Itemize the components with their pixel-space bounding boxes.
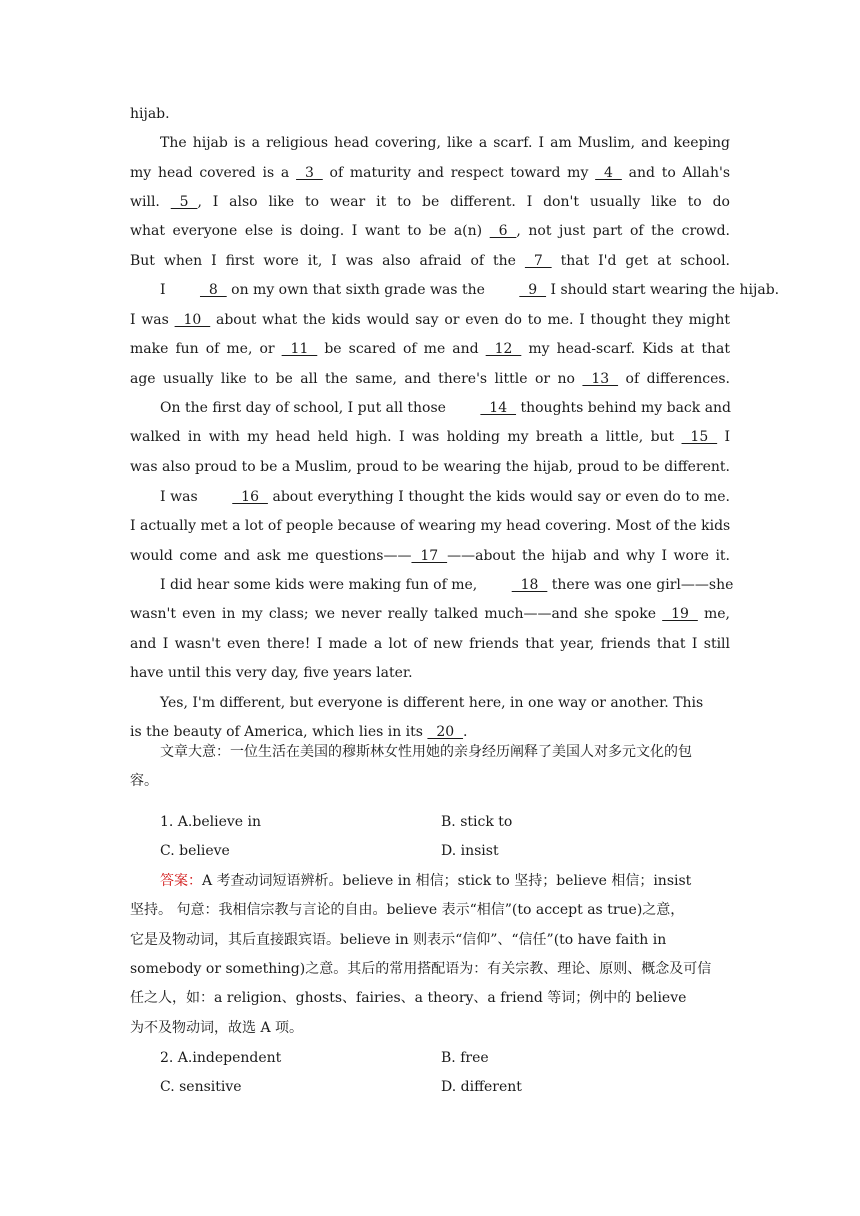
passage-line: will. 5 , I also like to wear it to be different. I don't usually like to do	[130, 188, 730, 217]
q2-option-a: 2. A.independent	[160, 1050, 282, 1066]
passage-line: hijab.	[130, 106, 170, 122]
q2-option-b: B. free	[441, 1050, 489, 1066]
passage-line: my head covered is a 3 of maturity and respect toward my 4 and to Allah's	[130, 159, 730, 188]
passage-line: age usually like to be all the same, and there's little or no 13 of differences.	[130, 365, 730, 394]
blank-9: 9	[519, 282, 547, 298]
explanation-line-5: 任之人，如：a religion、ghosts、fairies、a theory、a friend 等词；例中的 believe	[130, 990, 687, 1006]
passage-line: and I wasn't even there! I made a lot of new friends that year, friends that I still	[130, 636, 730, 652]
blank-13: 13	[582, 371, 619, 387]
blank-6: 6	[489, 223, 517, 239]
explanation-line-3: 它是及物动词，其后直接跟宾语。believe in 则表示“信仰”、“信任”(to have faith in	[130, 932, 667, 948]
summary-line-1: 文章大意：一位生活在美国的穆斯林女性用她的亲身经历阐释了美国人对多元文化的包	[160, 744, 692, 760]
blank-11: 11	[281, 341, 318, 357]
passage-line: I did hear some kids were making fun of me, 18 there was one girl——she	[130, 571, 730, 600]
q1-option-b: B. stick to	[441, 814, 513, 830]
blank-15: 15	[681, 429, 718, 445]
passage-line: make fun of me, or 11 be scared of me and 12 my head-scarf. Kids at that	[130, 335, 730, 364]
blank-20: 20	[427, 724, 464, 740]
passage-line: what everyone else is doing. I want to be a(n) 6 , not just part of the crowd.	[130, 217, 730, 246]
blank-16: 16	[232, 489, 268, 505]
summary-line-2: 容。	[130, 773, 158, 789]
blank-14: 14	[480, 400, 517, 416]
passage-line: Yes, I'm different, but everyone is different here, in one way or another. This	[160, 695, 704, 711]
blank-17: 17	[411, 548, 448, 564]
blank-10: 10	[174, 312, 211, 328]
blank-3: 3	[296, 165, 323, 181]
blank-4: 4	[595, 165, 622, 181]
q1-option-d: D. insist	[441, 843, 499, 859]
passage-line: would come and ask me questions—— 17 ——about the hijab and why I wore it.	[130, 542, 730, 571]
q2-option-c: C. sensitive	[160, 1079, 242, 1095]
passage-line: On the first day of school, I put all those 14 thoughts behind my back and	[130, 394, 730, 423]
passage-line: I was 10 about what the kids would say or even do to me. I thought they might	[130, 306, 730, 335]
blank-18: 18	[511, 577, 548, 593]
passage-line: I actually met a lot of people because of wearing my head covering. Most of the kids	[130, 518, 731, 534]
passage-line: is the beauty of America, which lies in its 20 .	[130, 718, 730, 747]
passage-line: walked in with my head held high. I was holding my breath a little, but 15 I	[130, 423, 730, 452]
passage-line: But when I first wore it, I was also afraid of the 7 that I'd get at school.	[130, 247, 730, 276]
blank-19: 19	[662, 606, 698, 622]
explanation-line-1: 答案：A 考查动词短语辨析。believe in 相信；stick to 坚持；believe 相信；insist	[160, 873, 692, 889]
passage-line: I was 16 about everything I thought the kids would say or even do to me.	[130, 483, 730, 512]
blank-7: 7	[524, 253, 552, 269]
passage-line: was also proud to be a Muslim, proud to be wearing the hijab, proud to be different.	[130, 459, 730, 475]
q1-option-c: C. believe	[160, 843, 230, 859]
q1-option-a: 1. A.believe in	[160, 814, 261, 830]
passage-line: I 8 on my own that sixth grade was the 9 I should start wearing the hijab.	[130, 276, 730, 305]
passage-line: The hijab is a religious head covering, like a scarf. I am Muslim, and keeping	[160, 135, 730, 151]
blank-8: 8	[199, 282, 227, 298]
explanation-line-4: somebody or something)之意。其后的常用搭配语为：有关宗教、理论、原则、概念及可信	[130, 961, 712, 977]
blank-12: 12	[485, 341, 522, 357]
explanation-line-6: 为不及物动词，故选 A 项。	[130, 1020, 304, 1036]
answer-label: 答案：	[160, 873, 202, 889]
blank-5: 5	[170, 194, 198, 210]
passage-line: wasn't even in my class; we never really talked much——and she spoke 19 me,	[130, 600, 730, 629]
q2-option-d: D. different	[441, 1079, 522, 1095]
explanation-line-2: 坚持。 句意：我相信宗教与言论的自由。believe 表示“相信”(to accept as true)之意，	[130, 902, 685, 918]
passage-line: have until this very day, five years later.	[130, 665, 413, 681]
